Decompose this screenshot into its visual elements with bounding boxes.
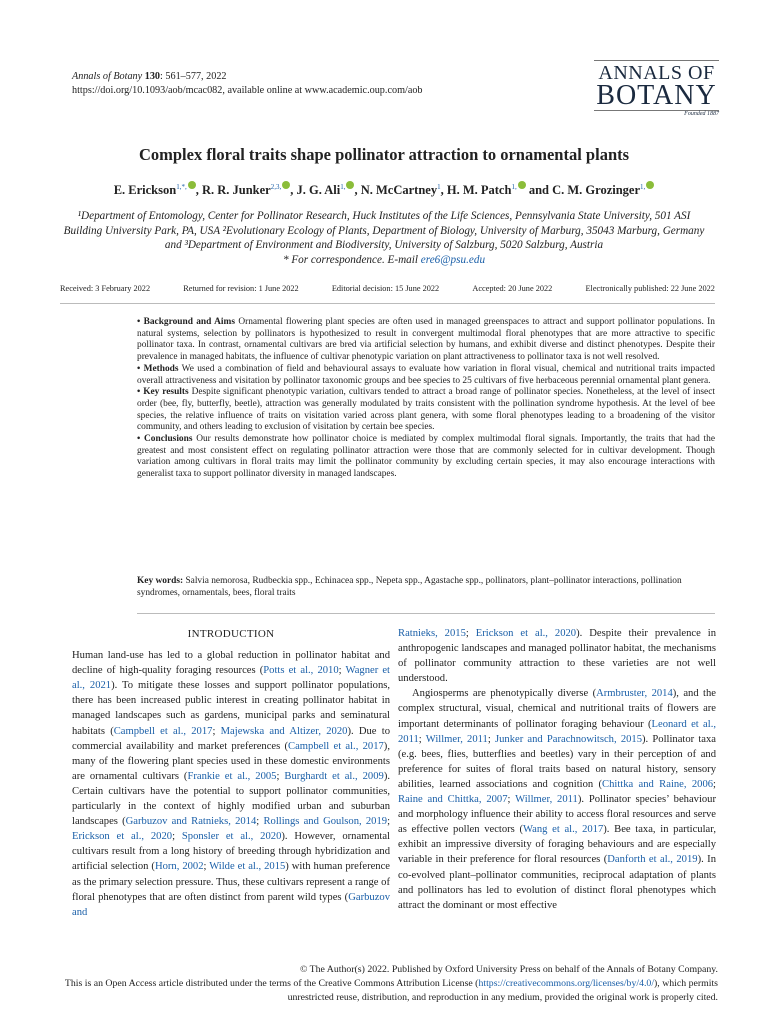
body-text: ). Bee taxa, in particular, exhibit an impressive diversity of foraging behaviours and are especially variable in their preference for floral resources ( xyxy=(398,824,716,866)
logo-line1: ANNALS OF xyxy=(594,60,719,83)
abstract-conclusions-text: Our results demonstrate how pollinator choice is mediated by complex multimodal floral signals. Importantly, the traits that had the greatest and most consistent effect on regulating pollinator attraction were those that are commonly selected for in cultivar development. Though variation among cultivars in floral traits may limit the pollinator community by excluding certain species, it may also encourage interactions with generalist taxa to support pollinator diversity in managed landscapes. xyxy=(137,434,715,480)
keywords-label: Key words: xyxy=(137,576,184,586)
body-text: ). Pollinator species’ behaviour and morphology influence their ability to access floral resources and serve as effective pollen vectors ( xyxy=(398,794,717,836)
body-text: ; xyxy=(387,816,391,828)
citation-link[interactable]: Majewska and Altizer, 2020 xyxy=(220,725,348,737)
author-list: E. Erickson$^{1,*,}$ , R. R. Junker$^{2,3,}$ , J. G. Ali$^{1,}$ , N. McCartney$^1$, H. M. Patch$^{1,}$ and C. M. Grozinger$^{1,}$ xyxy=(0,181,768,198)
body-text: ; xyxy=(465,628,476,639)
abstract-conclusions-label: • Conclusions xyxy=(137,434,193,445)
citation-link[interactable]: Frankie et al., 2005 xyxy=(187,770,277,782)
intro-paragraph-1 xyxy=(72,648,390,920)
author-affiliation-marker[interactable]: 1, xyxy=(511,182,517,191)
body-text: ; xyxy=(713,778,716,790)
author-affiliation-marker[interactable]: 1 xyxy=(437,182,441,191)
body-text: ; xyxy=(172,831,182,843)
citation-link[interactable]: Campbell et al., 2017 xyxy=(288,740,384,752)
author-name: C. M. Grozinger xyxy=(552,183,641,197)
abstract-background-label: • Background and Aims xyxy=(137,317,235,327)
license-text-a: This is an Open Access article distributed under the terms of the Creative Commons Attribution License ( xyxy=(64,978,479,989)
citation-link[interactable]: Garbuzov and Ratnieks, 2014 xyxy=(125,816,257,828)
date-accepted: Accepted: 20 June 2022 xyxy=(472,284,553,293)
abstract-results xyxy=(137,387,715,434)
copyright-line: © The Author(s) 2022. Published by Oxford University Press on behalf of the Annals of Botany Company. xyxy=(299,964,718,975)
body-text: ; xyxy=(203,861,210,873)
journal-name: Annals of Botany xyxy=(72,71,143,82)
citation-link[interactable]: Willmer, 2011 xyxy=(515,794,578,806)
author-name: R. R. Junker xyxy=(201,183,271,197)
author-name: H. M. Patch xyxy=(446,183,512,197)
abstract-background-text: Ornamental flowering plant species are often used in managed greenspaces to attract and support pollinator populations. In natural systems, selection by pollinators is hypothesized to result in convergent multimodal floral phenotypes that are more attractive to specific pollinator taxa. In contrast, ornamental cultivars are bred via artificial selection by humans, and exhibit diverse and distinct phenotypes. Despite their prevalence in managed habitats, the influence of cultivar phenotypic variation on plant attractiveness to pollinator taxa is not well resolved. xyxy=(137,317,715,363)
orcid-icon[interactable] xyxy=(346,181,354,189)
orcid-icon[interactable] xyxy=(518,181,526,189)
abstract-background xyxy=(137,317,715,364)
author-name: N. McCartney xyxy=(360,183,438,197)
article-dates xyxy=(60,284,715,304)
date-received: Received: 3 February 2022 xyxy=(60,284,151,293)
author-name: E. Erickson xyxy=(113,183,177,197)
author-affiliation-marker[interactable]: 1, xyxy=(640,182,646,191)
abstract-methods-text: We used a combination of field and behavioural assays to evaluate how variation in floral visual, chemical and nutritional traits impacted overall attractiveness and visitation by pollinator taxonomic groups and bee species to 25 cultivars of five herbaceous perennial ornamental plant genera. xyxy=(137,363,715,386)
citation-link[interactable]: Leonard et al., 2011 xyxy=(398,718,716,745)
journal-volume: 130 xyxy=(144,71,161,82)
citation-link[interactable]: Willmer, 2011 xyxy=(425,733,488,745)
column-right xyxy=(398,626,716,913)
citation-link[interactable]: Wang et al., 2017 xyxy=(523,824,604,836)
orcid-icon[interactable] xyxy=(646,181,654,189)
license-text-b: ), which permits unrestricted reuse, distribution, and reproduction in any medium, provided the original work is properly cited. xyxy=(287,978,718,1003)
doi-line[interactable]: https://doi.org/10.1093/aob/mcac082, available online at www.academic.oup.com/aob xyxy=(72,85,423,96)
body-text: ; xyxy=(487,733,495,745)
abstract-conclusions xyxy=(137,434,715,481)
intro-paragraph-1-cont xyxy=(398,626,716,686)
date-revision: Returned for revision: 1 June 2022 xyxy=(183,284,299,293)
abstract-methods xyxy=(137,364,715,387)
license-link[interactable]: https://creativecommons.org/licenses/by/4.0/ xyxy=(478,978,655,989)
affiliations xyxy=(62,209,706,267)
journal-logo xyxy=(594,60,719,117)
body-text: ), many of the flowering plant species used in these domestic environments are ornamental cultivars ( xyxy=(72,740,390,782)
intro-paragraph-2 xyxy=(398,686,716,912)
citation-link[interactable]: Armbruster, 2014 xyxy=(596,688,673,700)
author-affiliation-marker[interactable]: 2,3, xyxy=(270,182,282,191)
body-text: ). Certain cultivars have the potential to support pollinator communities, particularly in the context of highly modified urban and suburban landscapes ( xyxy=(72,770,390,828)
citation-link[interactable]: Junker and Parachnowitsch, 2015 xyxy=(494,733,643,745)
body-text: ). However, ornamental cultivars result from a long history of breeding through hybridization and artificial selection ( xyxy=(72,831,390,873)
citation-link[interactable]: Burghardt et al., 2009 xyxy=(284,770,384,782)
logo-founded: Founded 1887 xyxy=(594,110,719,117)
body-text: ; xyxy=(256,816,264,828)
date-published: Electronically published: 22 June 2022 xyxy=(585,284,715,293)
citation-link[interactable]: Rollings and Goulson, 2019 xyxy=(263,816,388,828)
keywords-text: Salvia nemorosa, Rudbeckia spp., Echinacea spp., Nepeta spp., Agastache spp., pollinators, plant–pollinator interactions, pollination syndromes, ornamentals, bees, floral traits xyxy=(137,576,682,598)
keywords xyxy=(137,575,715,614)
body-text: Human land-use has led to a global reduction in pollinator habitat and decline of high-quality foraging resources ( xyxy=(72,650,390,677)
correspondence-label: * For correspondence. E-mail xyxy=(282,253,421,266)
abstract-methods-label: • Methods xyxy=(137,363,179,374)
body-text: ; xyxy=(212,725,221,737)
affiliation-text: ¹Department of Entomology, Center for Pollinator Research, Huck Institutes of the Life Sciences, Pennsylvania State University, 501 ASI Building University Park, PA, USA ²Evolutionary Ecology of Plants, Department of Biology, University of Marburg, 35043 Marburg, Germany and ³Department of Environment and Biodiversity, University of Salzburg, 5020 Salzburg, Austria xyxy=(63,210,705,251)
citation-link[interactable]: Wilde et al., 2015 xyxy=(209,861,286,873)
column-left xyxy=(72,627,390,920)
body-text: ). In co-evolved plant–pollinator communities, reciprocal adaptation of plants and pollinators has led to evolution of distinct floral phenotypes which attract the dominant or most effective xyxy=(398,854,716,911)
body-text: ; xyxy=(276,770,285,782)
citation-link[interactable]: Campbell et al., 2017 xyxy=(113,725,213,737)
body-text: ). Pollinator taxa (e.g. bees, flies, butterflies and beetles) vary in their perception of and preference for suites of floral traits based on natural history, sensory abilities, learned associations and cognition ( xyxy=(398,733,717,790)
body-text: ) with human preference as the primary selection pressure. Thus, these cultivars represent a range of floral phenotypes that are often distinct from parent wild types ( xyxy=(72,861,391,903)
citation-link[interactable]: Chittka and Raine, 2006 xyxy=(602,778,714,790)
orcid-icon[interactable] xyxy=(188,181,196,189)
article-title: Complex floral traits shape pollinator attraction to ornamental plants xyxy=(138,145,630,164)
body-text: ; xyxy=(338,665,346,677)
journal-citation xyxy=(72,70,423,98)
citation-link[interactable]: Erickson et al., 2020 xyxy=(475,628,577,639)
citation-link[interactable]: Sponsler et al., 2020 xyxy=(181,831,282,843)
abstract-results-text: Despite significant phenotypic variation, cultivars tended to attract a broad range of pollinator species. Nonetheless, at the level of insect order (bee, fly, butterfly, beetle), attraction was generally modulated by traits consistent with the pollination syndrome hypothesis. At the level of bee species, the relative influence of traits on visitation varied across plant genera, with some floral phenotypes leading to a broadening of the visitor community, and others leading to exclusion of visitation by certain bee species. xyxy=(137,387,715,433)
citation-link[interactable]: Potts et al., 2010 xyxy=(263,665,339,677)
citation-link[interactable]: Ratnieks, 2015 xyxy=(398,628,466,639)
orcid-icon[interactable] xyxy=(282,181,290,189)
body-text: ; xyxy=(418,733,426,745)
citation-link[interactable]: Erickson et al., 2020 xyxy=(72,831,173,843)
author-name: J. G. Ali xyxy=(296,183,341,197)
body-text: ). To mitigate these losses and support pollinator populations, there has been increased public interest in creating pollinator habitat in managed landscapes such as gardens, municipal parks and seminatural habitats ( xyxy=(72,680,391,737)
date-decision: Editorial decision: 15 June 2022 xyxy=(331,284,440,293)
citation-link[interactable]: Wagner et al., 2021 xyxy=(72,665,390,692)
author-affiliation-marker[interactable]: 1,*, xyxy=(176,182,187,191)
body-text: ). Due to commercial availability and market preferences ( xyxy=(72,725,390,752)
body-text: ). Despite their prevalence in anthropogenic landscapes and managed pollinator habitat, the mechanisms of pollinator community attraction to these varieties are not well understood. xyxy=(398,628,716,685)
correspondence-email[interactable]: ere6@psu.edu xyxy=(420,253,486,266)
citation-link[interactable]: Garbuzov and xyxy=(72,891,390,918)
section-heading-introduction: INTRODUCTION xyxy=(187,628,275,640)
body-text: ), and the complex structural, visual, chemical and nutritional traits of flowers are important determinants of pollinator foraging behaviour ( xyxy=(398,688,716,730)
author-affiliation-marker[interactable]: 1, xyxy=(340,182,346,191)
abstract-results-label: • Key results xyxy=(137,387,189,398)
citation-link[interactable]: Danforth et al., 2019 xyxy=(607,854,698,866)
abstract xyxy=(137,317,715,481)
body-text: ; xyxy=(507,794,516,806)
citation-link[interactable]: Raine and Chittka, 2007 xyxy=(398,794,508,806)
journal-pages: : 561–577, 2022 xyxy=(160,71,227,82)
body-text: Angiosperms are phenotypically diverse ( xyxy=(412,688,597,700)
citation-link[interactable]: Horn, 2002 xyxy=(154,861,204,873)
license-footer xyxy=(60,963,718,1005)
logo-line2: BOTANY xyxy=(596,80,717,111)
license-line xyxy=(60,977,718,1005)
